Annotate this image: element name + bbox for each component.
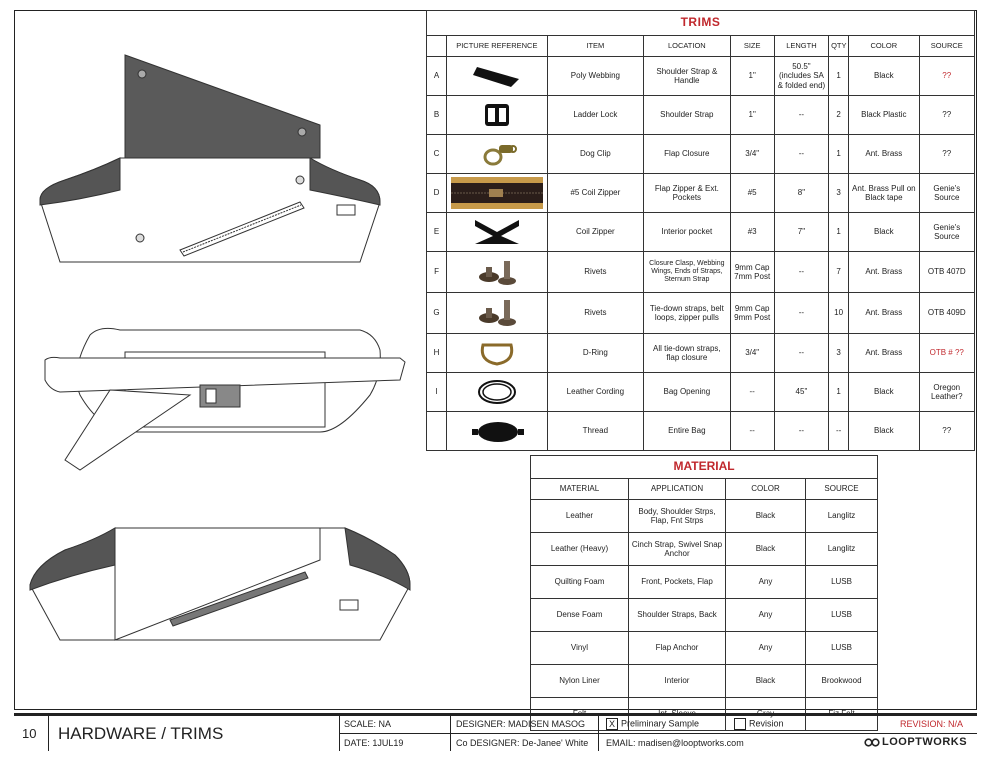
row-source: OTB 407D: [919, 252, 974, 293]
trims-header-length: LENGTH: [774, 36, 828, 57]
row-location: Shoulder Strap: [644, 96, 730, 135]
row-qty: 1: [829, 57, 849, 96]
thread-spool-picture: [447, 412, 548, 451]
material-application: Int. Sleeve: [629, 698, 726, 731]
sketch-front: [30, 528, 410, 640]
material-name: Leather: [531, 500, 629, 533]
material-header-color: COLOR: [726, 479, 806, 500]
row-size: 1": [730, 57, 774, 96]
row-length: --: [774, 252, 828, 293]
row-ref: A: [427, 57, 447, 96]
row-item: D-Ring: [547, 334, 644, 373]
coil-zipper-3-picture: [447, 213, 548, 252]
material-application: Flap Anchor: [629, 632, 726, 665]
material-application: Interior: [629, 665, 726, 698]
material-source: LUSB: [806, 599, 878, 632]
material-source: Fiz Felt: [806, 698, 878, 731]
row-color: Ant. Brass: [849, 334, 919, 373]
material-name: Felt: [531, 698, 629, 731]
material-application: Body, Shoulder Strps, Flap, Fnt Strps: [629, 500, 726, 533]
material-name: Leather (Heavy): [531, 533, 629, 566]
row-length: --: [774, 412, 828, 451]
date-label: DATE: 1JUL19: [344, 738, 404, 748]
row-length: 45": [774, 373, 828, 412]
email-label: EMAIL: madisen@looptworks.com: [606, 738, 744, 748]
row-length: --: [774, 334, 828, 373]
row-item: Coil Zipper: [547, 213, 644, 252]
table-row: [531, 599, 878, 632]
trims-header-ref-blank: [427, 36, 447, 57]
material-header-application: APPLICATION: [629, 479, 726, 500]
table-row: [427, 373, 975, 412]
row-source: Genie's Source: [919, 174, 974, 213]
row-item: Dog Clip: [547, 135, 644, 174]
row-size: --: [730, 412, 774, 451]
row-color: Black: [849, 373, 919, 412]
row-source: OTB # ??: [919, 334, 974, 373]
material-color: Any: [726, 599, 806, 632]
row-location: All tie-down straps, flap closure: [644, 334, 730, 373]
row-location: Flap Closure: [644, 135, 730, 174]
row-size: 9mm Cap 9mm Post: [730, 293, 774, 334]
row-item: Rivets: [547, 252, 644, 293]
row-ref: G: [427, 293, 447, 334]
row-ref: D: [427, 174, 447, 213]
row-color: Black: [849, 57, 919, 96]
table-row: [531, 500, 878, 533]
row-qty: 1: [829, 373, 849, 412]
material-name: Vinyl: [531, 632, 629, 665]
row-item: Leather Cording: [547, 373, 644, 412]
row-location: Shoulder Strap & Handle: [644, 57, 730, 96]
leather-cording-picture: [447, 373, 548, 412]
material-color: Black: [726, 500, 806, 533]
row-color: Black: [849, 213, 919, 252]
table-row: [427, 135, 975, 174]
material-title: MATERIAL: [531, 456, 878, 479]
row-source: ??: [919, 412, 974, 451]
material-color: Gray: [726, 698, 806, 731]
trims-title: TRIMS: [427, 11, 975, 36]
material-application: Shoulder Straps, Back: [629, 599, 726, 632]
table-row: [427, 96, 975, 135]
table-row: [427, 252, 975, 293]
row-source: ??: [919, 96, 974, 135]
row-item: Ladder Lock: [547, 96, 644, 135]
row-qty: 1: [829, 135, 849, 174]
designer-label: DESIGNER: MADISEN MASOG: [456, 719, 586, 729]
row-size: #3: [730, 213, 774, 252]
row-item: #5 Coil Zipper: [547, 174, 644, 213]
scale-label: SCALE: NA: [344, 719, 392, 729]
material-source: LUSB: [806, 566, 878, 599]
row-source: ??: [919, 57, 974, 96]
table-row: [427, 57, 975, 96]
trims-table: [426, 10, 975, 451]
material-table: [530, 455, 878, 731]
table-row: [531, 632, 878, 665]
d-ring-picture: [447, 334, 548, 373]
row-location: Closure Clasp, Webbing Wings, Ends of Straps, Sternum Strap: [644, 252, 730, 293]
material-name: Quilting Foam: [531, 566, 629, 599]
row-item: Poly Webbing: [547, 57, 644, 96]
table-row: [427, 213, 975, 252]
trims-header-location: LOCATION: [644, 36, 730, 57]
row-ref: [427, 412, 447, 451]
row-qty: 10: [829, 293, 849, 334]
row-length: 50.5" (includes SA & folded end): [774, 57, 828, 96]
row-item: Thread: [547, 412, 644, 451]
dog-clip-picture: [447, 135, 548, 174]
row-length: --: [774, 135, 828, 174]
row-qty: 3: [829, 334, 849, 373]
coil-zipper-5-picture: [447, 174, 548, 213]
material-header-source: SOURCE: [806, 479, 878, 500]
row-source: OTB 409D: [919, 293, 974, 334]
row-qty: 7: [829, 252, 849, 293]
trims-header-size: SIZE: [730, 36, 774, 57]
material-color: Black: [726, 665, 806, 698]
title-block: [14, 713, 977, 751]
revision-option[interactable]: [734, 718, 784, 730]
row-length: 8": [774, 174, 828, 213]
table-row: [531, 566, 878, 599]
trims-header-color: COLOR: [849, 36, 919, 57]
row-size: 3/4": [730, 135, 774, 174]
bag-sketches: [20, 40, 420, 660]
table-row: [427, 293, 975, 334]
row-ref: E: [427, 213, 447, 252]
row-item: Rivets: [547, 293, 644, 334]
revision-value: REVISION: N/A: [900, 719, 964, 729]
row-ref: I: [427, 373, 447, 412]
row-length: --: [774, 293, 828, 334]
row-ref: F: [427, 252, 447, 293]
table-row: [531, 533, 878, 566]
material-color: Black: [726, 533, 806, 566]
row-source: Oregon Leather?: [919, 373, 974, 412]
material-source: Langlitz: [806, 533, 878, 566]
row-qty: 1: [829, 213, 849, 252]
revision-checkbox[interactable]: [734, 718, 746, 730]
table-row: [427, 334, 975, 373]
revision-label: Revision: [749, 718, 784, 729]
row-length: 7": [774, 213, 828, 252]
row-ref: B: [427, 96, 447, 135]
trims-header-picture: PICTURE REFERENCE: [447, 36, 548, 57]
row-location: Flap Zipper & Ext. Pockets: [644, 174, 730, 213]
row-color: Ant. Brass Pull on Black tape: [849, 174, 919, 213]
material-name: Nylon Liner: [531, 665, 629, 698]
row-color: Black Plastic: [849, 96, 919, 135]
preliminary-label: Preliminary Sample: [621, 718, 700, 729]
row-qty: 3: [829, 174, 849, 213]
trims-header-qty: QTY: [829, 36, 849, 57]
brand-name: LOOPTWORKS: [882, 736, 968, 748]
material-source: Langlitz: [806, 500, 878, 533]
material-color: Any: [726, 566, 806, 599]
row-size: --: [730, 373, 774, 412]
row-source: Genie's Source: [919, 213, 974, 252]
table-row: [427, 174, 975, 213]
material-header-material: MATERIAL: [531, 479, 629, 500]
page-title: HARDWARE / TRIMS: [58, 724, 224, 743]
material-source: LUSB: [806, 632, 878, 665]
row-length: --: [774, 96, 828, 135]
sketch-back-strap: [45, 328, 405, 470]
row-color: Black: [849, 412, 919, 451]
table-row: [531, 665, 878, 698]
material-application: Cinch Strap, Swivel Snap Anchor: [629, 533, 726, 566]
row-location: Tie-down straps, belt loops, zipper pulls: [644, 293, 730, 334]
row-ref: H: [427, 334, 447, 373]
preliminary-checkbox[interactable]: X: [606, 718, 618, 730]
row-size: #5: [730, 174, 774, 213]
co-designer-label: Co DESIGNER: De-Janee' White: [456, 738, 589, 748]
sketch-flap-open: [40, 55, 380, 262]
poly-webbing-picture: [447, 57, 548, 96]
row-location: Bag Opening: [644, 373, 730, 412]
material-source: Brookwood: [806, 665, 878, 698]
row-location: Interior pocket: [644, 213, 730, 252]
row-size: 3/4": [730, 334, 774, 373]
page-number: 10: [22, 726, 37, 741]
loop-icon: [864, 738, 880, 747]
rivets-9mm-picture: [447, 293, 548, 334]
table-row: [427, 412, 975, 451]
row-color: Ant. Brass: [849, 252, 919, 293]
trims-header-item: ITEM: [547, 36, 644, 57]
row-size: 1": [730, 96, 774, 135]
row-color: Ant. Brass: [849, 135, 919, 174]
row-source: ??: [919, 135, 974, 174]
rivets-7mm-picture: [447, 252, 548, 293]
row-color: Ant. Brass: [849, 293, 919, 334]
material-application: Front, Pockets, Flap: [629, 566, 726, 599]
material-name: Dense Foam: [531, 599, 629, 632]
trims-header-source: SOURCE: [919, 36, 974, 57]
row-qty: --: [829, 412, 849, 451]
row-qty: 2: [829, 96, 849, 135]
preliminary-sample-option[interactable]: [606, 718, 699, 730]
row-size: 9mm Cap 7mm Post: [730, 252, 774, 293]
material-color: Any: [726, 632, 806, 665]
ladder-lock-picture: [447, 96, 548, 135]
brand-logo: [864, 736, 967, 748]
row-location: Entire Bag: [644, 412, 730, 451]
row-ref: C: [427, 135, 447, 174]
